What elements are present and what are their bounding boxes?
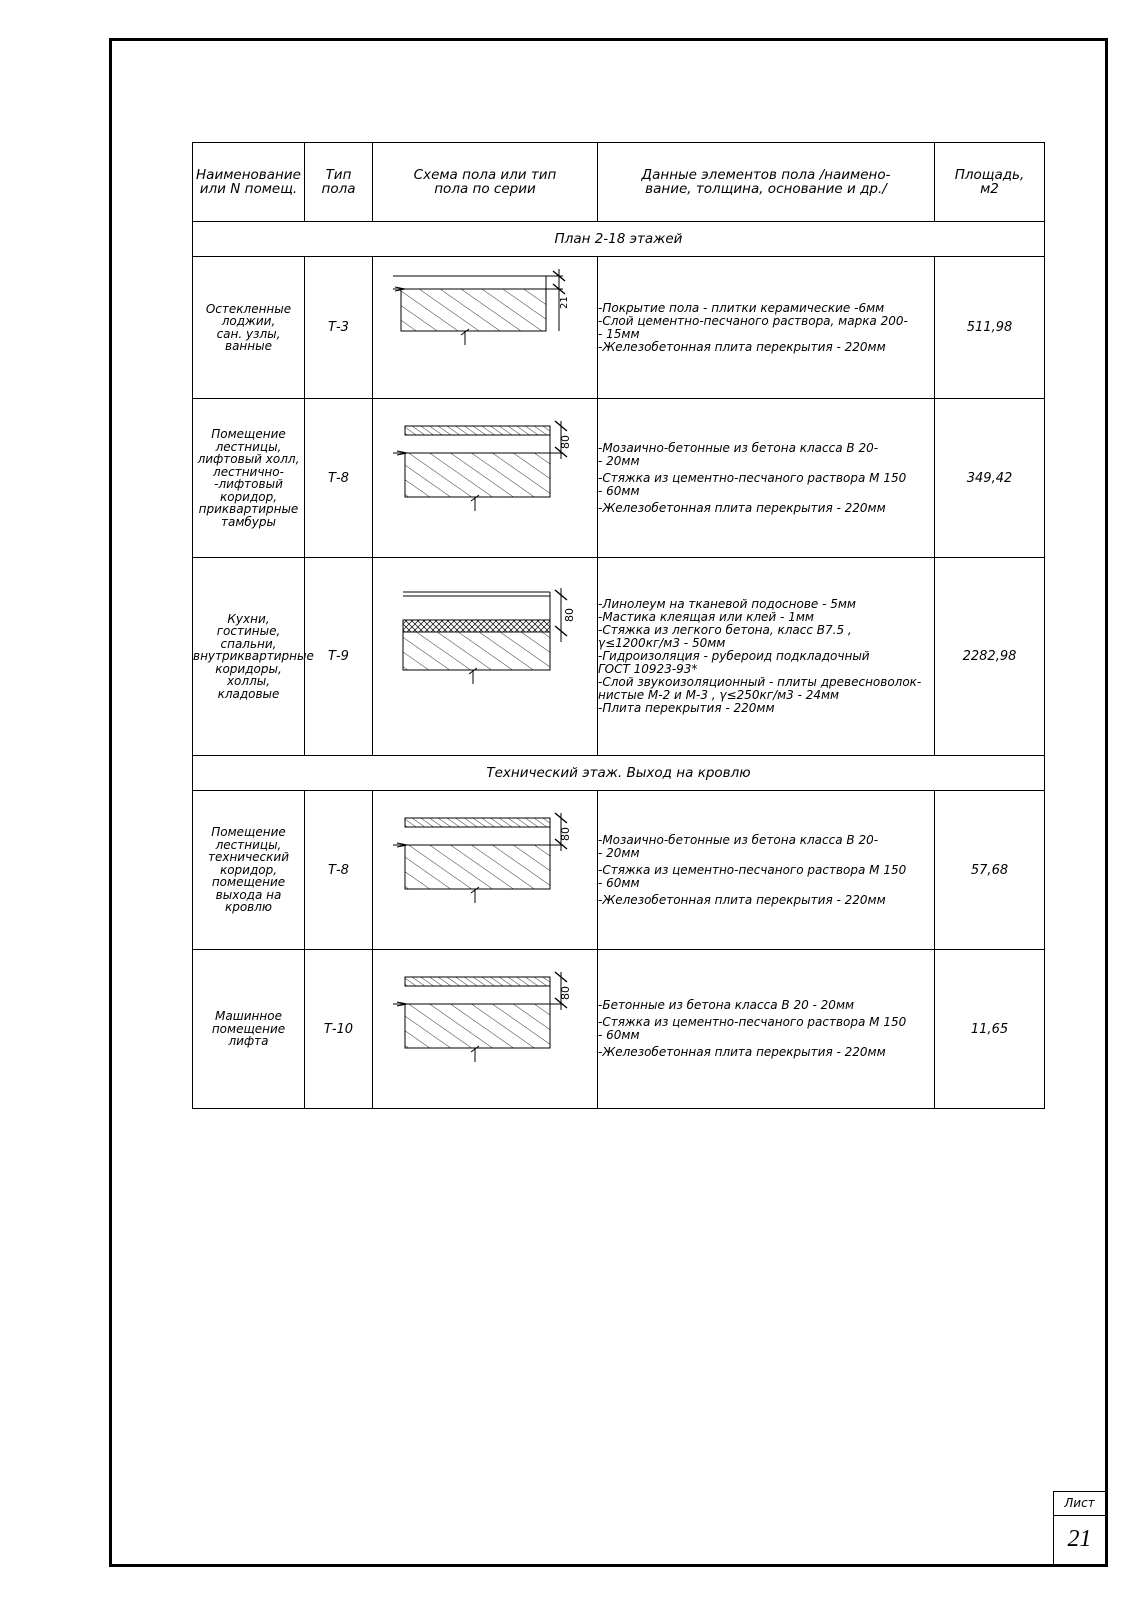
floor-type: Т-8 bbox=[305, 791, 373, 950]
floor-section-drawing bbox=[373, 257, 597, 398]
floor-section-drawing bbox=[373, 791, 597, 949]
floor-scheme bbox=[373, 558, 598, 756]
layer-item: -Железобетонная плита перекрытия - 220мм bbox=[598, 339, 886, 354]
layer-item: -Мозаично-бетонные из бетона класса В 20- - 20мм bbox=[598, 440, 879, 468]
layer-item: -Мастика клеящая или клей - 1мм bbox=[598, 610, 814, 624]
area-value: 511,98 bbox=[935, 257, 1045, 399]
area-value: 349,42 bbox=[935, 399, 1045, 558]
floor-type: Т-3 bbox=[305, 257, 373, 399]
floor-scheme bbox=[373, 791, 598, 950]
layer-list bbox=[598, 834, 934, 907]
header-row bbox=[193, 143, 1045, 222]
floor-scheme bbox=[373, 399, 598, 558]
layer-item: -Гидроизоляция - рубероид подкладочный ГОСТ 10923-93* bbox=[598, 649, 870, 676]
header-name: Наименование или N помещ. bbox=[193, 143, 305, 222]
layers-cell bbox=[598, 558, 935, 756]
room-name: Остекленные лоджии, сан. узлы, ванные bbox=[193, 257, 305, 399]
layer-item: -Бетонные из бетона класса В 20 - 20мм bbox=[598, 998, 855, 1012]
table-row bbox=[193, 399, 1045, 558]
floor-type: Т-9 bbox=[305, 558, 373, 756]
sheet-stamp bbox=[1053, 1491, 1108, 1567]
section-row bbox=[193, 756, 1045, 791]
layer-item: -Плита перекрытия - 220мм bbox=[598, 701, 775, 715]
table-row bbox=[193, 950, 1045, 1109]
dimension-label: 80 bbox=[559, 986, 572, 1000]
table-row bbox=[193, 791, 1045, 950]
layer-list bbox=[598, 442, 934, 515]
layer-list bbox=[598, 302, 934, 354]
dimension-label: 80 bbox=[563, 608, 576, 622]
header-scheme: Схема пола или тип пола по серии bbox=[373, 143, 598, 222]
layer-item: -Покрытие пола - плитки керамические -6мм bbox=[598, 300, 885, 315]
room-name: Кухни, гостиные, спальни, внутриквартирные коридоры, холлы, кладовые bbox=[193, 558, 305, 756]
floor-type: Т-10 bbox=[305, 950, 373, 1109]
layer-list bbox=[598, 598, 934, 715]
area-value: 2282,98 bbox=[935, 558, 1045, 756]
floor-scheme bbox=[373, 950, 598, 1109]
layers-cell bbox=[598, 791, 935, 950]
header-type: Тип пола bbox=[305, 143, 373, 222]
room-name: Помещение лестницы, лифтовый холл, лестнично- -лифтовый коридор, приквартирные тамбуры bbox=[193, 399, 305, 558]
layer-item: -Железобетонная плита перекрытия - 220мм bbox=[598, 500, 886, 515]
section-row bbox=[193, 222, 1045, 257]
floor-scheme bbox=[373, 257, 598, 399]
sheet-number: 21 bbox=[1053, 1515, 1105, 1564]
layer-item: -Стяжка из легкого бетона, класс В7.5 , γ≤1200кг/м3 - 50мм bbox=[598, 623, 852, 650]
floor-section-drawing bbox=[373, 558, 597, 755]
section-title: Технический этаж. Выход на кровлю bbox=[193, 756, 1045, 791]
layer-item: -Слой цементно-песчаного раствора, марка 200- - 15мм bbox=[598, 313, 908, 341]
floor-section-drawing bbox=[373, 399, 597, 557]
area-value: 11,65 bbox=[935, 950, 1045, 1109]
floor-type: Т-8 bbox=[305, 399, 373, 558]
dimension-label: 21 bbox=[559, 296, 570, 309]
layer-item: -Стяжка из цементно-песчаного раствора М 150 - 60мм bbox=[598, 862, 907, 890]
room-name: Помещение лестницы, технический коридор, помещение выхода на кровлю bbox=[193, 791, 305, 950]
dimension-label: 80 bbox=[559, 827, 572, 841]
layer-item: -Линолеум на тканевой подоснове - 5мм bbox=[598, 597, 856, 611]
floor-section-drawing bbox=[373, 950, 597, 1108]
header-data: Данные элементов пола /наимено- вание, толщина, основание и др./ bbox=[598, 143, 935, 222]
layers-cell bbox=[598, 950, 935, 1109]
layer-item: -Железобетонная плита перекрытия - 220мм bbox=[598, 892, 886, 907]
layer-item: -Мозаично-бетонные из бетона класса В 20- - 20мм bbox=[598, 832, 879, 860]
layer-item: -Железобетонная плита перекрытия - 220мм bbox=[598, 1045, 886, 1059]
sheet-label: Лист bbox=[1053, 1491, 1105, 1516]
layers-cell bbox=[598, 257, 935, 399]
table-row bbox=[193, 257, 1045, 399]
layer-item: -Стяжка из цементно-песчаного раствора М 150 - 60мм bbox=[598, 1015, 907, 1042]
area-value: 57,68 bbox=[935, 791, 1045, 950]
room-name: Машинное помещение лифта bbox=[193, 950, 305, 1109]
layer-list bbox=[598, 999, 934, 1059]
layer-item: -Стяжка из цементно-песчаного раствора М 150 - 60мм bbox=[598, 470, 907, 498]
dimension-label: 80 bbox=[559, 435, 572, 449]
table-row bbox=[193, 558, 1045, 756]
header-area: Площадь, м2 bbox=[935, 143, 1045, 222]
layers-cell bbox=[598, 399, 935, 558]
layer-item: -Слой звукоизоляционный - плиты древесноволок- нистые М-2 и М-3 , γ≤250кг/м3 - 24мм bbox=[598, 675, 922, 702]
section-title: План 2-18 этажей bbox=[193, 222, 1045, 257]
floor-spec-table bbox=[192, 142, 1045, 1109]
